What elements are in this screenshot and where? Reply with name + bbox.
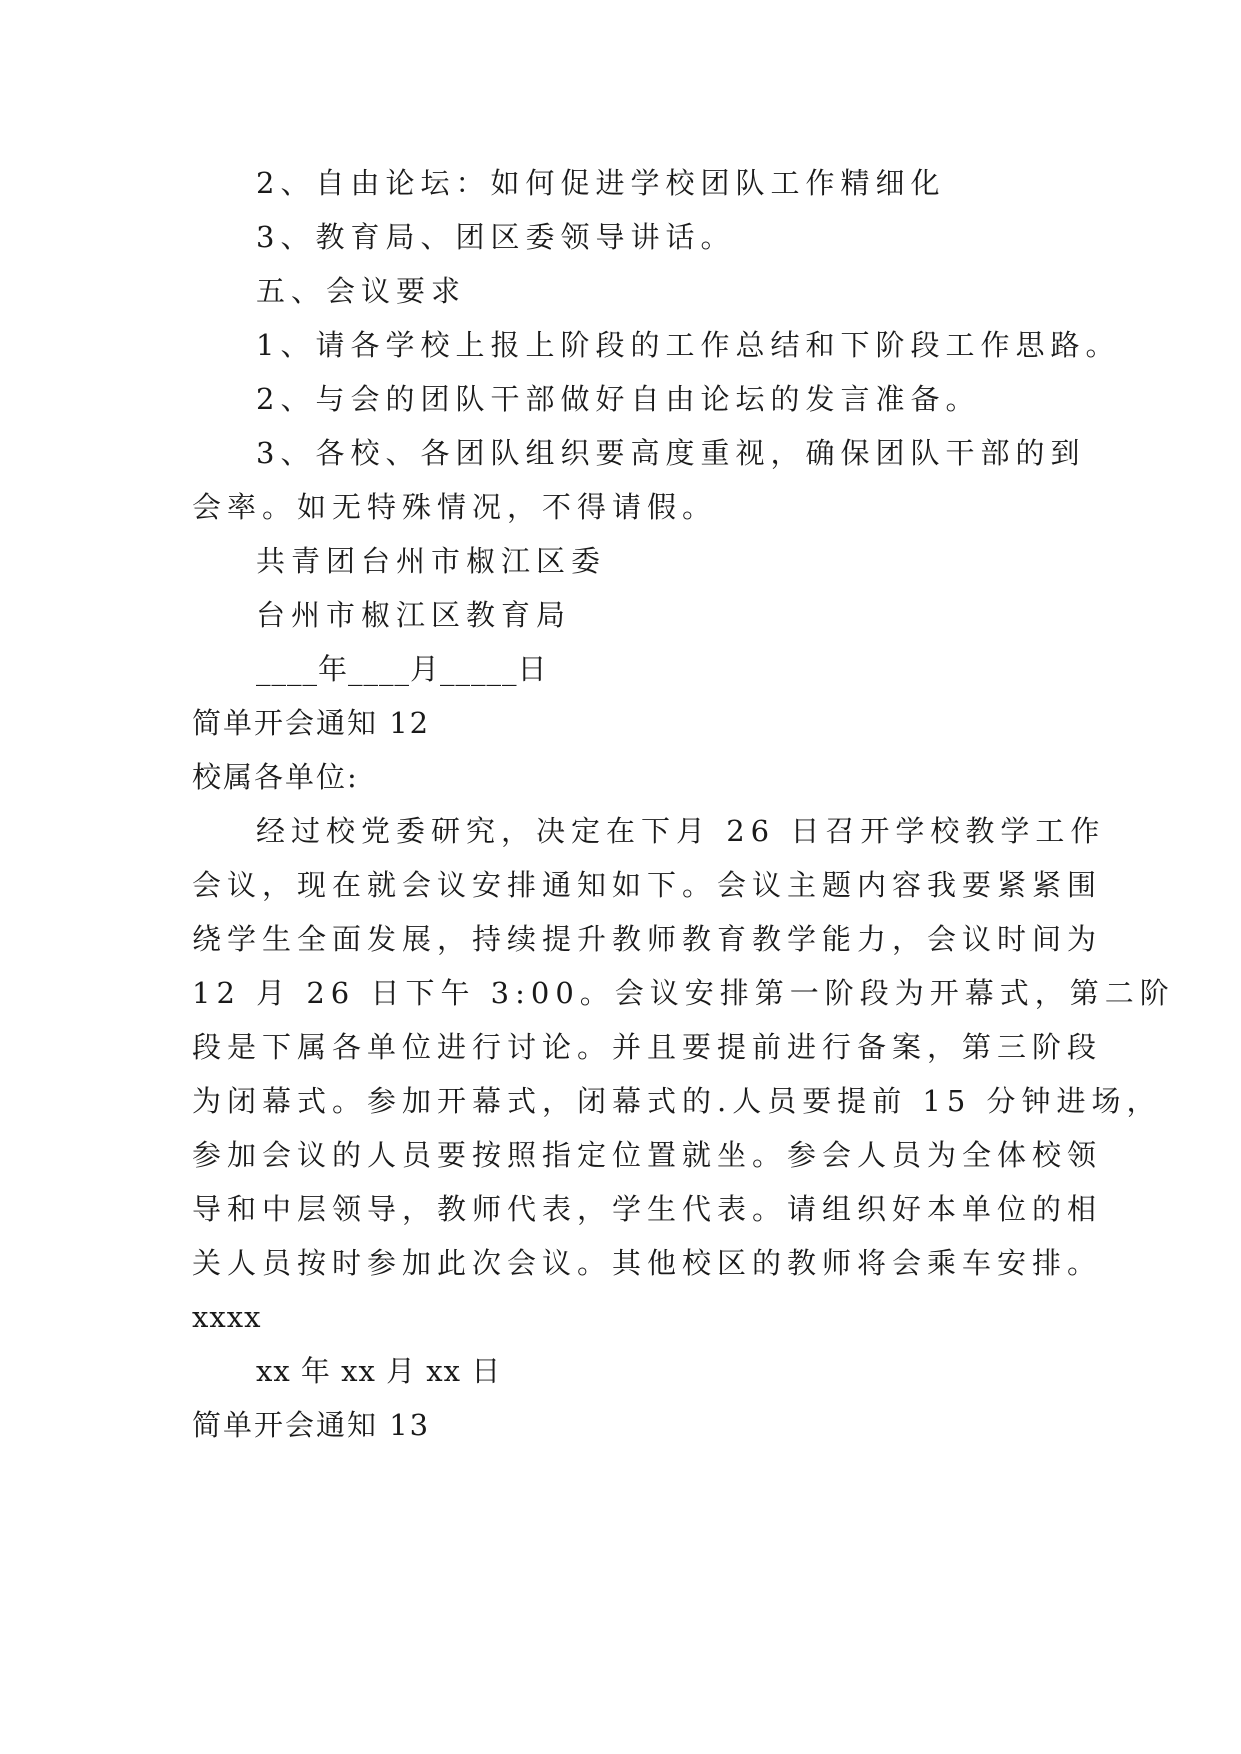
notice-12-body-line: 参加会议的人员要按照指定位置就坐。参会人员为全体校领 (192, 1138, 1103, 1172)
notice-12-body-line: 会议，现在就会议安排通知如下。会议主题内容我要紧紧围 (192, 868, 1103, 902)
notice-13-title: 简单开会通知 13 (192, 1408, 431, 1442)
requirement-item-3-line-1: 3、各校、各团队组织要高度重视，确保团队干部的到 (256, 436, 1086, 470)
notice-12-body-line: 段是下属各单位进行讨论。并且要提前进行备案，第三阶段 (192, 1030, 1103, 1064)
notice-12-body-line: 绕学生全面发展，持续提升教师教育教学能力，会议时间为 (192, 922, 1103, 956)
agenda-item-3: 3、教育局、团区委领导讲话。 (256, 220, 736, 254)
requirement-item-3-line-2: 会率。如无特殊情况，不得请假。 (192, 490, 718, 524)
notice-12-body-line: 为闭幕式。参加开幕式，闭幕式的.人员要提前 15 分钟进场， (192, 1084, 1162, 1118)
notice-12-body-line: 经过校党委研究，决定在下月 26 日召开学校教学工作 (256, 814, 1106, 848)
notice-12-signer: xxxx (192, 1300, 262, 1334)
requirement-item-1: 1、请各学校上报上阶段的工作总结和下阶段工作思路。 (256, 328, 1121, 362)
notice-12-salutation: 校属各单位: (192, 760, 359, 794)
agenda-item-2: 2、自由论坛：如何促进学校团队工作精细化 (256, 166, 946, 200)
notice-12-body-line: 12 月 26 日下午 3:00。会议安排第一阶段为开幕式，第二阶 (192, 976, 1175, 1010)
signature-date: ____年____月_____日 (256, 652, 548, 686)
notice-12-body-line: 关人员按时参加此次会议。其他校区的教师将会乘车安排。 (192, 1246, 1103, 1280)
signature-org-2: 台州市椒江区教育局 (256, 598, 572, 632)
requirement-item-2: 2、与会的团队干部做好自由论坛的发言准备。 (256, 382, 981, 416)
requirements-heading: 五、会议要求 (256, 274, 467, 308)
notice-12-date: xx 年 xx 月 xx 日 (256, 1354, 502, 1388)
notice-12-title: 简单开会通知 12 (192, 706, 431, 740)
signature-org-1: 共青团台州市椒江区委 (256, 544, 607, 578)
notice-12-body-line: 导和中层领导，教师代表，学生代表。请组织好本单位的相 (192, 1192, 1103, 1226)
